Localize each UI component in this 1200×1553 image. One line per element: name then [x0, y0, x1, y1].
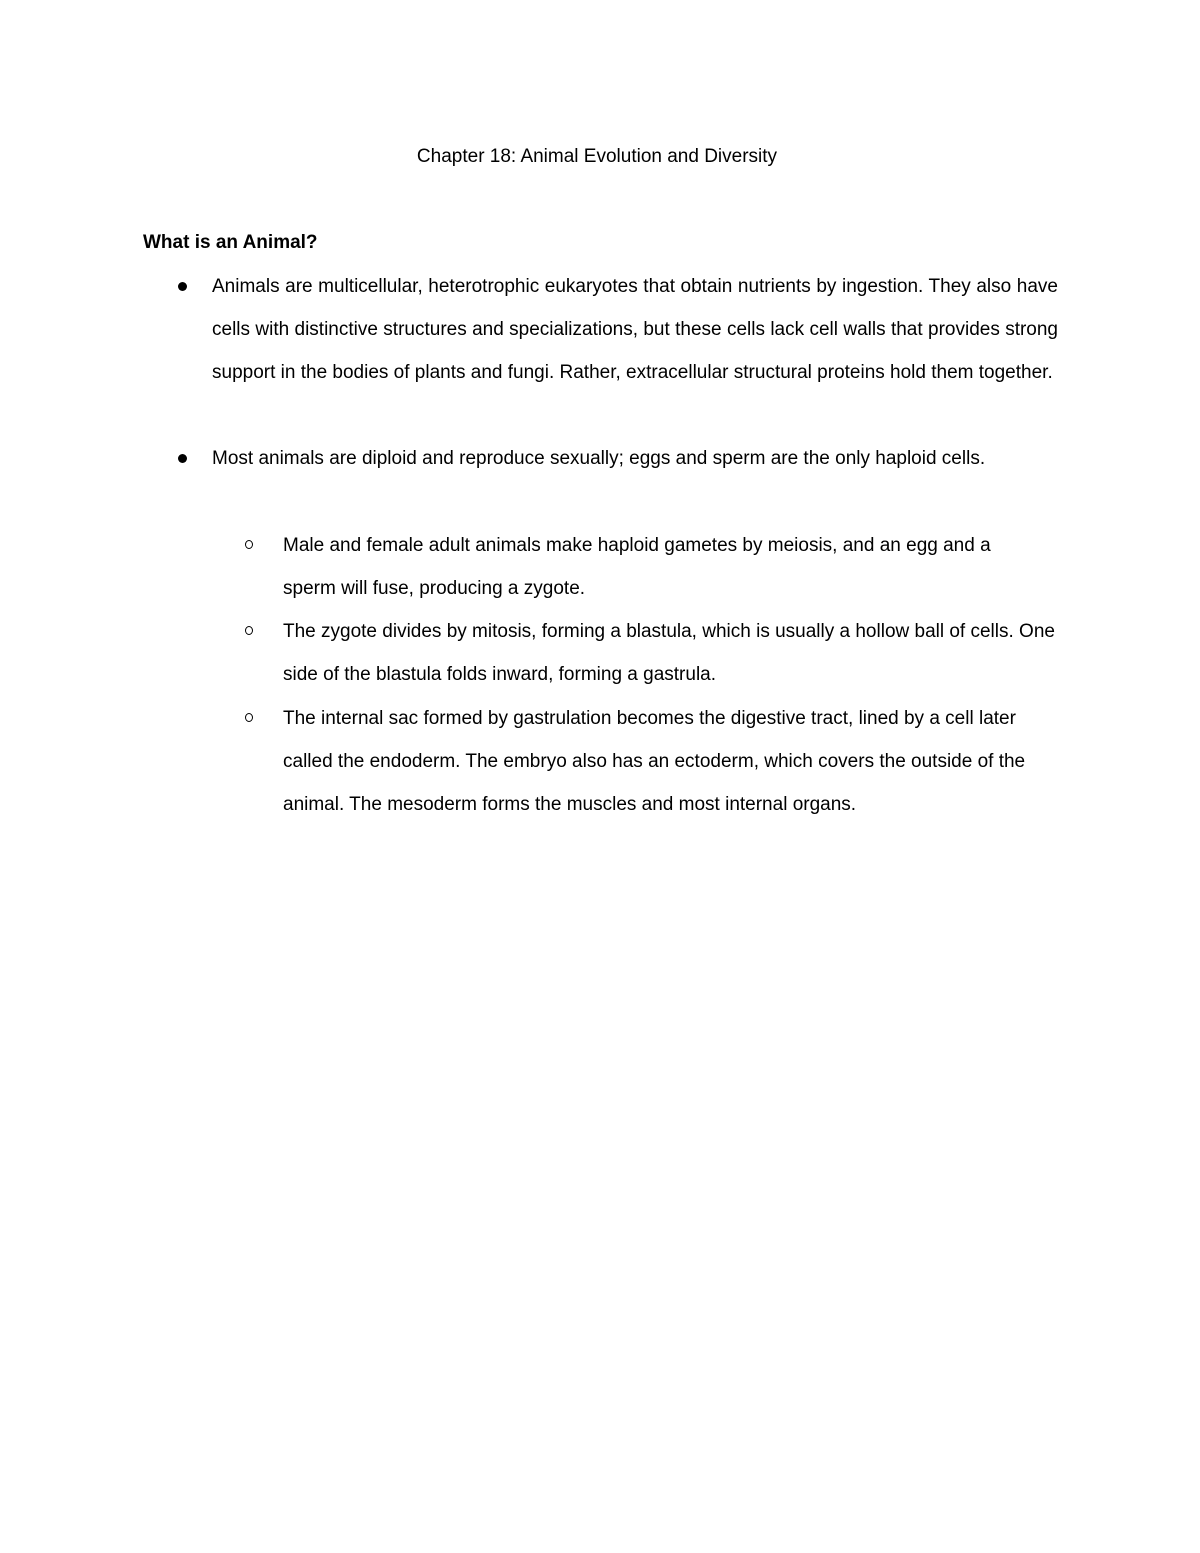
sub-bullet-text: Male and female adult animals make haploid gametes by meiosis, and an egg and a sperm will fuse, producing a zygote. — [283, 535, 991, 599]
bullet-dot-icon — [178, 437, 192, 480]
bullet-item — [212, 265, 1058, 394]
bullet-item — [212, 437, 1042, 480]
circle-bullet-icon — [245, 626, 253, 635]
sub-bullet-item — [283, 697, 1053, 826]
circle-bullet-icon — [245, 540, 253, 549]
sub-bullet-text: The zygote divides by mitosis, forming a blastula, which is usually a hollow ball of cells. One side of the blastula folds inward, forming a gastrula. — [283, 621, 1055, 685]
circle-bullet-icon — [245, 713, 253, 722]
bullet-text: Animals are multicellular, heterotrophic eukaryotes that obtain nutrients by ingestion. They also have cells with distinctive structures and specializations, but these cells lack cell walls that provides strong support in the bodies of plants and fungi. Rather, extracellular structural proteins hold them together. — [212, 276, 1058, 383]
sub-bullet-text: The internal sac formed by gastrulation becomes the digestive tract, lined by a cell later called the endoderm. The embryo also has an ectoderm, which covers the outside of the animal. The mesoderm forms the muscles and most internal organs. — [283, 708, 1026, 815]
bullet-dot-icon — [178, 265, 192, 308]
document-title: Chapter 18: Animal Evolution and Diversity — [416, 146, 778, 167]
sub-bullet-item — [283, 524, 1043, 610]
section-heading: What is an Animal? — [143, 232, 318, 253]
sub-bullet-item — [283, 610, 1063, 696]
bullet-text: Most animals are diploid and reproduce sexually; eggs and sperm are the only haploid cells. — [212, 448, 986, 469]
